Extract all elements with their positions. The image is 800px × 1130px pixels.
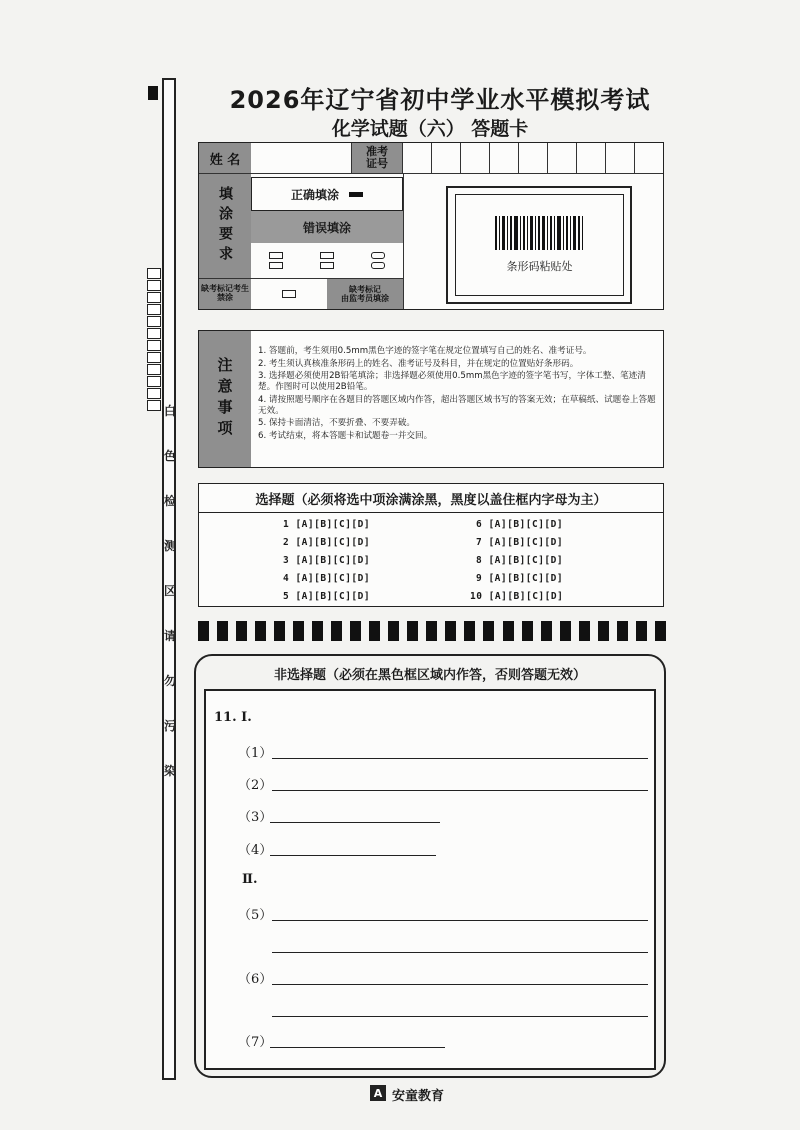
q-label-1: （1） [238, 746, 273, 761]
absent-box-area [251, 279, 327, 309]
choice-row-7[interactable]: 7 [A][B][C][D] [476, 537, 564, 548]
q-label-5: （5） [238, 908, 273, 923]
part2-label: Ⅱ. [242, 872, 258, 887]
note-item: 4. 请按照题号顺序在各题目的答题区域内作答，超出答题区域书写的答案无效；在草稿纸、试题卷上答题无效。 [258, 394, 656, 416]
answer-line-5b[interactable] [272, 951, 648, 953]
answer-line-1[interactable] [272, 757, 648, 759]
correct-fill-box [251, 177, 403, 211]
name-label: 姓 名 [199, 143, 251, 173]
absent-label: 缺考标记考生禁涂 [199, 279, 251, 309]
barcode-icon [495, 216, 585, 250]
q-label-7: （7） [238, 1035, 273, 1050]
exam-id-boxes[interactable] [402, 143, 663, 173]
absent-checkbox[interactable] [282, 290, 296, 298]
choice-row-6[interactable]: 6 [A][B][C][D] [476, 519, 564, 530]
dot-mark-icon [320, 262, 334, 269]
choice-row-10[interactable]: 10 [A][B][C][D] [470, 591, 564, 602]
wrong-fill-label: 错误填涂 [251, 211, 403, 243]
timing-bar [198, 621, 666, 641]
note-item: 6. 考试结束，将本答题卡和试题卷一并交回。 [258, 431, 433, 442]
name-field[interactable] [251, 143, 352, 173]
barcode-inner [455, 194, 624, 296]
brand-name: 安童教育 [392, 1089, 445, 1104]
answer-line-2[interactable] [272, 789, 648, 791]
answer-line-6a[interactable] [272, 983, 648, 985]
timing-marks [147, 268, 161, 388]
choice-row-9[interactable]: 9 [A][B][C][D] [476, 573, 564, 584]
choice-header: 选择题（必须将选中项涂满涂黑，黑度以盖住框内字母为主） [199, 484, 663, 513]
q11-label: 11. Ⅰ. [214, 710, 252, 725]
check-mark-icon [269, 262, 283, 269]
notes-label: 注意事项 [199, 331, 251, 467]
choice-row-3[interactable]: 3 [A][B][C][D] [283, 555, 371, 566]
q-label-2: （2） [238, 778, 273, 793]
note-item: 3. 选择题必须使用2B铅笔填涂；非选择题必须使用0.5mm黑色字迹的签字笔书写，字体工整、笔迹清楚。作图时可以使用2B铅笔。 [258, 371, 646, 393]
circle-mark-icon [371, 262, 385, 269]
page-title: 2026年辽宁省初中学业水平模拟考试 [229, 86, 651, 114]
fill-req-label: 填涂要求 [199, 174, 251, 278]
slash-mark-icon [320, 252, 334, 259]
barcode-label: 条形码粘贴处 [506, 260, 573, 273]
answer-line-5a[interactable] [272, 919, 648, 921]
notes-list [258, 346, 658, 444]
exam-id-label: 准考 证号 [352, 143, 402, 173]
corner-mark-top [148, 86, 158, 100]
correct-fill-label: 正确填涂 [290, 187, 339, 202]
note-item: 1. 答题前，考生须用0.5mm黑色字迹的签字笔在规定位置填写自己的姓名、准考证号。 [258, 346, 592, 356]
q-label-3: （3） [238, 810, 273, 825]
choice-row-5[interactable]: 5 [A][B][C][D] [283, 591, 371, 602]
q-label-4: （4） [238, 843, 273, 858]
answer-line-6b[interactable] [272, 1015, 648, 1017]
choice-row-2[interactable]: 2 [A][B][C][D] [283, 537, 371, 548]
side-text: 白 色 检 测 区 请 勿 污 染 [163, 404, 176, 778]
filled-mark-icon [349, 192, 363, 197]
cross-mark-icon [269, 252, 283, 259]
absent-note: 缺考标记 由监考员填涂 [327, 279, 403, 309]
q-label-6: （6） [238, 972, 273, 987]
nonchoice-header: 非选择题（必须在黑色框区域内作答，否则答题无效） [273, 668, 586, 683]
choice-row-4[interactable]: 4 [A][B][C][D] [283, 573, 371, 584]
divider [403, 174, 404, 309]
brand-logo-icon: A [370, 1085, 386, 1101]
answer-line-3[interactable] [270, 821, 440, 823]
note-item: 2. 考生须认真核准条形码上的姓名、准考证号及科目，并在规定的位置贴好条形码。 [258, 358, 579, 369]
wrong-fill-examples [251, 243, 403, 278]
divider [199, 173, 663, 174]
page-subtitle: 化学试题（六） 答题卡 [331, 118, 529, 140]
choice-row-8[interactable]: 8 [A][B][C][D] [476, 555, 564, 566]
choice-row-1[interactable]: 1 [A][B][C][D] [283, 519, 371, 530]
answer-line-7[interactable] [270, 1046, 445, 1048]
note-item: 5. 保持卡面清洁，不要折叠、不要弄破。 [258, 418, 416, 429]
answer-line-4[interactable] [270, 854, 436, 856]
partial-mark-icon [371, 252, 385, 259]
